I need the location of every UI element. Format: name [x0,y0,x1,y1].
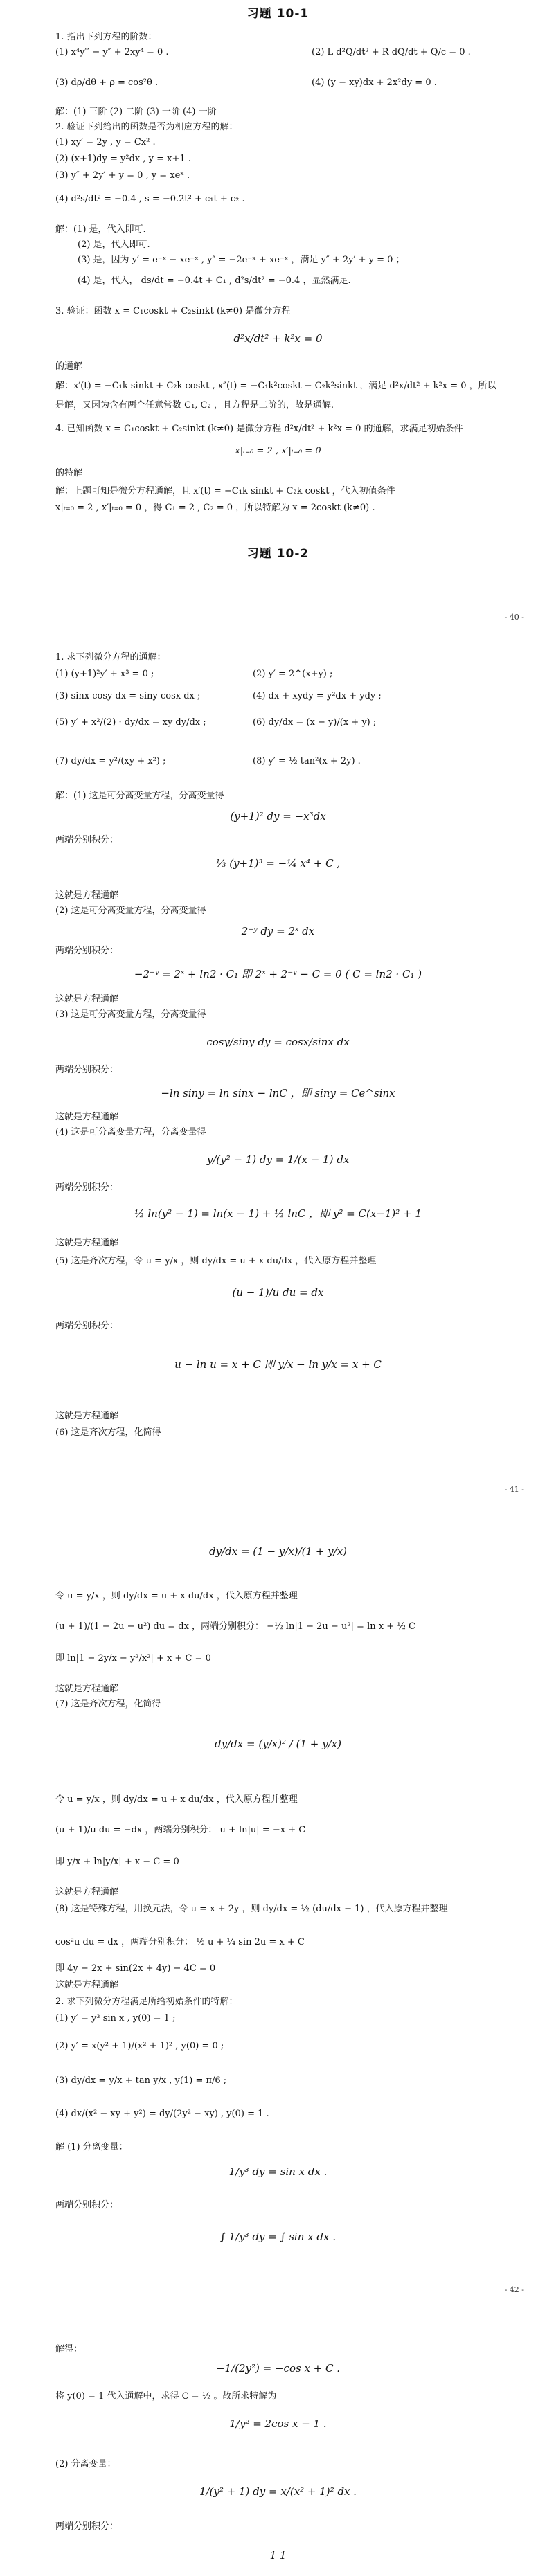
equation-item: (4) dx/(x² − xy + y²) = dy/(2y² − xy) , y(0) = 1 . [55,2109,269,2119]
equation-item: (1) (y+1)²y′ + x³ = 0 ; [55,669,154,679]
answer-line: (5) 这是齐次方程，令 u = y/x ，则 dy/dx = u + x du/dx ，代入原方程并整理 [55,1256,377,1266]
equation-item: (4) dx + xydy = y²dx + ydy ; [253,691,382,701]
answer-line: (3) 这是可分离变量方程，分离变量得 [55,1009,206,1020]
equation-item: (3) dy/dx = y/x + tan y/x , y(1) = π/6 ; [55,2075,227,2086]
display-equation: (u − 1)/u du = dx [232,1286,324,1299]
answer-line: 即 4y − 2x + sin(2x + 4y) − 4C = 0 [55,1963,216,1974]
display-equation: x|ₜ₌₀ = 2 , x′|ₜ₌₀ = 0 [235,446,321,456]
equation-item: (4) (y − xy)dx + 2x²dy = 0 . [312,78,437,88]
text-line: 这就是方程通解 [55,1887,119,1898]
text-line: 这就是方程通解 [55,994,119,1005]
text-line: 两端分别积分： [55,835,119,845]
answer-line: x|ₜ₌₀ = 2 , x′|ₜ₌₀ = 0 ，得 C₁ = 2 , C₂ = 0 ，所以特解为 x = 2coskt (k≠0) . [55,503,375,513]
answer-line: (4) 是，代入， ds/dt = −0.4t + C₁ , d²s/dt² = −0.4 ，显然满足. [78,276,351,286]
answer-line: (4) 这是可分离变量方程，分离变量得 [55,1127,206,1137]
section-title: 习题 10-2 [246,547,310,561]
display-equation: ½ ln(y² − 1) = ln(x − 1) + ½ lnC ，即 y² = C(x−1)² + 1 [134,1207,422,1220]
display-equation: −ln siny = ln sinx − lnC ，即 siny = Ce^sinx [161,1087,395,1099]
display-equation: u − ln u = x + C 即 y/x − ln y/x = x + C [174,1358,382,1371]
answer-line: 解：上题可知是微分方程通解，且 x′(t) = −C₁k sinkt + C₂k coskt ，代入初值条件 [55,486,395,496]
display-equation: d²x/dt² + k²x = 0 [233,332,323,345]
text-line: 这就是方程通解 [55,1411,119,1421]
question-heading: 2. 求下列微分方程满足所给初始条件的特解： [55,1997,238,2007]
question-heading: 1. 求下列微分方程的通解： [55,652,166,663]
answer-line: 解：(1) 是，代入即可. [55,224,146,235]
display-equation: 2⁻ʸ dy = 2ˣ dx [241,925,315,937]
equation-item: (3) dρ/dθ + ρ = cos²θ . [55,78,159,88]
display-equation: y/(y² − 1) dy = 1/(x − 1) dx [206,1153,350,1166]
answer-line: (2) 分离变量： [55,2459,116,2469]
text-line: 两端分别积分： [55,1065,119,1075]
text-line: 解得： [55,2344,83,2354]
text-line: 这就是方程通解 [55,1684,119,1694]
display-equation-partial: 1 1 [269,2549,287,2561]
text-line: 两端分别积分： [55,946,119,956]
equation-item: (4) d²s/dt² = −0.4 , s = −0.2t² + c₁t + c₂ . [55,194,245,204]
equation-item: (1) y′ = y³ sin x , y(0) = 1 ; [55,2013,176,2024]
text-line: 的特解 [55,468,83,478]
answer-line: (6) 这是齐次方程，化简得 [55,1427,161,1438]
equation-item: (2) L d²Q/dt² + R dQ/dt + Q/c = 0 . [312,47,471,57]
text-line: 两端分别积分： [55,1182,119,1193]
answer-line: 令 u = y/x ，则 dy/dx = u + x du/dx ，代入原方程并整理 [55,1591,298,1601]
equation-item: (2) y′ = x(y² + 1)/(x² + 1)² , y(0) = 0 ; [55,2041,224,2051]
answer-line: (2) 是，代入即可. [78,240,150,250]
answer-line: 是解，又因为含有两个任意常数 C₁, C₂ ，且方程是二阶的，故是通解. [55,400,334,411]
display-equation: 1/y² = 2cos x − 1 . [229,2417,327,2430]
answer-line: (3) 是，因为 y′ = e⁻ˣ − xe⁻ˣ , y″ = −2e⁻ˣ + xe⁻ˣ ，满足 y″ + 2y′ + y = 0 ； [78,255,405,265]
text-line: 这就是方程通解 [55,1980,119,1990]
display-equation: −2⁻ʸ = 2ˣ + ln2 · C₁ 即 2ˣ + 2⁻ʸ − C = 0 ( C = ln2 · C₁ ) [134,968,422,980]
display-equation: 1/y³ dy = sin x dx . [228,2165,328,2178]
answer-line: 即 y/x + ln|y/x| + x − C = 0 [55,1857,179,1867]
equation-item: (2) y′ = 2^(x+y) ; [253,669,333,679]
text-line: 这就是方程通解 [55,1112,119,1122]
text-line: 两端分别积分： [55,2521,119,2532]
display-equation: ⅓ (y+1)³ = −¼ x⁴ + C , [215,857,341,870]
answer-line: 解 (1) 分离变量： [55,2142,128,2152]
answer-line: (8) 这是特殊方程，用换元法，令 u = x + 2y ，则 dy/dx = ½ (du/dx − 1) ，代入原方程并整理 [55,1904,448,1914]
question-heading: 1. 指出下列方程的阶数： [55,32,157,42]
page-number: - 40 - [504,613,524,622]
display-equation: ∫ 1/y³ dy = ∫ sin x dx . [220,2231,336,2243]
display-equation: 1/(y² + 1) dy = x/(x² + 1)² dx . [199,2485,357,2498]
answer-line: (u + 1)/u du = −dx ，两端分别积分： u + ln|u| = −x + C [55,1825,306,1835]
answer-line: 解：x′(t) = −C₁k sinkt + C₂k coskt , x″(t) = −C₁k²coskt − C₂k²sinkt ，满足 d²x/dt² + k²x = 0 ，所以 [55,381,496,391]
equation-item: (3) sinx cosy dx = siny cosx dx ; [55,691,201,701]
equation-item: (1) xy′ = 2y , y = Cx² . [55,137,156,147]
page-number: - 42 - [504,2285,524,2294]
answer-line: 即 ln|1 − 2y/x − y²/x²| + x + C = 0 [55,1653,211,1664]
answer-line: 令 u = y/x ，则 dy/dx = u + x du/dx ，代入原方程并整理 [55,1794,298,1805]
display-equation: (y+1)² dy = −x³dx [230,810,326,822]
answer-line: 将 y(0) = 1 代入通解中，求得 C = ½ 。故所求特解为 [55,2391,277,2402]
answer-line: (7) 这是齐次方程，化简得 [55,1699,161,1709]
equation-item: (2) (x+1)dy = y²dx , y = x+1 . [55,154,191,164]
question-heading: 4. 已知函数 x = C₁coskt + C₂sinkt (k≠0) 是微分方程 d²x/dt² + k²x = 0 的通解，求满足初始条件 [55,424,463,434]
text-line: 两端分别积分： [55,2200,119,2210]
answer-line: cos²u du = dx ，两端分别积分： ½ u + ¼ sin 2u = x + C [55,1937,305,1947]
text-line: 这就是方程通解 [55,890,119,901]
question-heading: 3. 验证：函数 x = C₁coskt + C₂sinkt (k≠0) 是微分方程 [55,306,291,316]
display-equation: −1/(2y²) = −cos x + C . [215,2362,341,2375]
text-line: 两端分别积分： [55,1321,119,1331]
equation-item: (6) dy/dx = (x − y)/(x + y) ; [253,717,377,728]
equation-item: (3) y″ + 2y′ + y = 0 , y = xeˣ . [55,170,190,181]
answer-line: 解：(1) 三阶 (2) 二阶 (3) 一阶 (4) 一阶 [55,107,217,117]
equation-item: (5) y′ + x²/(2) · dy/dx = xy dy/dx ; [55,717,206,728]
display-equation: cosy/siny dy = cosx/sinx dx [206,1036,350,1048]
equation-item: (8) y′ = ½ tan²(x + 2y) . [253,756,361,766]
text-line: 这就是方程通解 [55,1238,119,1248]
answer-line: (u + 1)/(1 − 2u − u²) du = dx ，两端分别积分： −½ ln|1 − 2u − u²| = ln x + ½ C [55,1621,415,1632]
text-line: 的通解 [55,361,83,372]
display-equation: dy/dx = (1 − y/x)/(1 + y/x) [208,1545,348,1558]
equation-item: (1) x⁴y‴ − y″ + 2xy⁴ = 0 . [55,47,169,57]
equation-item: (7) dy/dx = y²/(xy + x²) ; [55,756,166,766]
answer-line: (2) 这是可分离变量方程，分离变量得 [55,906,206,916]
question-heading: 2. 验证下列给出的函数是否为相应方程的解： [55,122,238,132]
section-title: 习题 10-1 [246,7,310,21]
answer-line: 解：(1) 这是可分离变量方程，分离变量得 [55,791,224,801]
page-number: - 41 - [504,1485,524,1494]
display-equation: dy/dx = (y/x)² / (1 + y/x) [215,1738,341,1750]
